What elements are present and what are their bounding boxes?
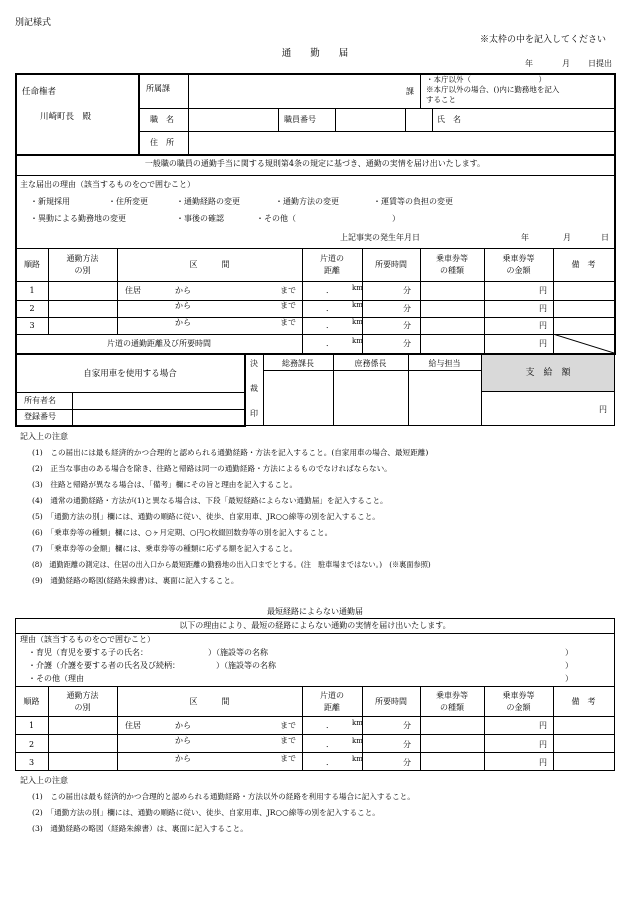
non-shortest-title: 最短経路によらない通勤届 xyxy=(267,607,363,616)
payment-label: 支 給 額 xyxy=(525,368,571,378)
ns-row-2-min: 分 xyxy=(403,740,411,749)
route-row-3-yen: 円 xyxy=(539,321,547,330)
route-total-dot: ． xyxy=(326,339,334,348)
header-remarks: 備 考 xyxy=(571,260,596,269)
approver-manager: 総務課長 xyxy=(282,359,314,368)
header-order: 順路 xyxy=(24,260,40,269)
route-total-min: 分 xyxy=(403,339,411,348)
route-row-1-yen: 円 xyxy=(539,286,547,295)
ns-row-1-km: km xyxy=(352,719,363,727)
ns-row-3-dot: ． xyxy=(326,758,334,767)
route-row-2-min: 分 xyxy=(403,304,411,313)
reason-method-change: ・通勤方法の変更 xyxy=(275,197,339,206)
note-4: (4) 通常の通勤経路・方法が(1)と異なる場合は、下段「最短経路によらない通勤届」を記入すること。 xyxy=(32,496,388,505)
reason-childcare: ・育児（育児を要する子の氏名： ）（施設等の名称 xyxy=(28,648,268,657)
ns-header-distance-1: 片道の xyxy=(320,691,344,700)
stamp-char-3: 印 xyxy=(250,409,258,418)
declaration-text: 一般職の職員の通勤手当に関する規則第4条の規定に基づき、通勤の実情を届け出いたします。 xyxy=(144,159,486,168)
header-time: 所要時間 xyxy=(375,260,407,269)
ns-row-2-no: 2 xyxy=(28,740,35,749)
address-label: 住 所 xyxy=(150,138,174,147)
reasons-heading: 主な届出の理由（該当するものを○で囲むこと） xyxy=(20,180,195,189)
route-row-1-dot: ． xyxy=(326,286,334,295)
route-row-2-no: 2 xyxy=(29,304,35,313)
ns-row-1-no: 1 xyxy=(28,721,35,730)
ns-row-1-from: から xyxy=(175,721,191,730)
route-row-1-km: km xyxy=(352,284,363,292)
instruction-text: ※太枠の中を記入してください xyxy=(480,35,607,45)
ns-row-2-km: km xyxy=(352,737,363,745)
route-row-1-no: 1 xyxy=(29,286,35,295)
ns-notes-heading: 記入上の注意 xyxy=(20,776,68,785)
ns-note-2: (2) 「通勤方法の別」欄には、通勤の順路に従い、徒歩、自家用車、JR○○線等の別を記入すること。 xyxy=(32,808,380,817)
header-method-2: の別 xyxy=(74,266,91,275)
ns-row-2-dot: ． xyxy=(326,740,334,749)
ns-row-3-no: 3 xyxy=(28,758,35,767)
ns-row-1-dot: ． xyxy=(326,721,334,730)
ns-row-3-min: 分 xyxy=(403,758,411,767)
form-label: 別記様式 xyxy=(15,18,52,28)
reason-address-change: ・住所変更 xyxy=(108,197,148,206)
route-total-yen: 円 xyxy=(539,339,547,348)
occurrence-year: 年 xyxy=(521,233,529,242)
note-3: (3) 往路と帰路が異なる場合は、「備考」欄にその旨と理由を記入すること。 xyxy=(32,480,298,489)
header-distance-1: 片道の xyxy=(320,254,344,263)
notes-heading: 記入上の注意 xyxy=(20,432,68,441)
ns-header-ticket-type-1: 乗車券等 xyxy=(436,691,468,700)
submit-year: 年 xyxy=(525,59,533,68)
header-ticket-type-1: 乗車券等 xyxy=(436,254,468,263)
route-total-label: 片道の通勤距離及び所要時間 xyxy=(107,339,211,348)
submit-month: 月 xyxy=(562,59,570,68)
reason-other-2: ・その他（理由 xyxy=(28,674,84,683)
ns-header-time: 所要時間 xyxy=(375,697,407,706)
ns-note-1: (1) この届出は最も経済的かつ合理的と認められる通勤経路・方法以外の経路を利用する場合に記入すること。 xyxy=(32,792,415,801)
name-label: 氏 名 xyxy=(437,115,461,124)
route-row-3-no: 3 xyxy=(29,321,35,330)
authority-label: 任命権者 xyxy=(22,87,57,97)
ns-header-ticket-type-2: の種類 xyxy=(440,703,464,712)
ns-header-order: 順路 xyxy=(23,697,40,706)
route-row-2-from: から xyxy=(175,301,191,310)
route-row-3-from: から xyxy=(175,318,191,327)
ns-row-1-to: まで xyxy=(280,721,296,730)
header-distance-2: 距離 xyxy=(324,266,340,275)
route-row-1-to: まで xyxy=(280,286,296,295)
ns-row-1-home: 住居 xyxy=(125,721,141,730)
ns-row-1-yen: 円 xyxy=(539,721,547,730)
ns-header-ticket-amount-1: 乗車券等 xyxy=(502,691,535,700)
submit-day: 日提出 xyxy=(588,59,612,68)
header-method-1: 通勤方法 xyxy=(66,254,99,263)
note-1: (1) この届出には最も経済的かつ合理的と認められる通勤経路・方法を記入すること。(自家用車の場合、最短距離) xyxy=(32,448,429,457)
ns-row-3-from: から xyxy=(175,754,191,763)
outside-office-line1: ・本庁以外（ ） xyxy=(426,75,546,84)
approver-chief: 庶務係長 xyxy=(354,359,387,368)
ns-header-method-2: の別 xyxy=(74,703,91,712)
route-row-1-min: 分 xyxy=(403,286,411,295)
ns-header-section: 区 間 xyxy=(189,697,230,706)
registration-label: 登録番号 xyxy=(24,412,56,421)
route-row-1-home: 住居 xyxy=(125,286,141,295)
ns-note-3: (3) 通勤経路の略図（経路朱線書）は、裏面に記入すること。 xyxy=(32,824,248,833)
route-row-2-to: まで xyxy=(280,301,296,310)
dept-suffix: 課 xyxy=(406,87,414,96)
ns-header-method-1: 通勤方法 xyxy=(66,691,99,700)
remarks-total-slash xyxy=(553,334,614,353)
position-label: 職 名 xyxy=(150,115,174,124)
payment-yen: 円 xyxy=(599,405,607,414)
occurrence-label: 上記事実の発生年月日 xyxy=(340,233,420,242)
route-row-1-from: から xyxy=(175,286,191,295)
stamp-char-1: 決 xyxy=(250,359,258,368)
ns-header-remarks: 備 考 xyxy=(571,697,596,706)
owner-label: 所有者名 xyxy=(24,396,56,405)
note-9: (9) 通勤経路の略図(経路朱線書)は、裏面に記入すること。 xyxy=(32,576,239,585)
route-row-3-dot: ． xyxy=(326,321,334,330)
header-ticket-type-2: の種類 xyxy=(440,266,464,275)
header-section: 区 間 xyxy=(189,260,230,269)
reason-other: ・その他（ ） xyxy=(256,214,400,223)
dept-label: 所属課 xyxy=(146,84,170,93)
ns-header-ticket-amount-2: の金額 xyxy=(506,703,531,712)
note-7: (7) 「乗車券等の金額」欄には、乗車券等の種類に応ずる額を記入すること。 xyxy=(32,544,298,553)
ns-row-2-from: から xyxy=(175,736,191,745)
header-ticket-amount-2: の金額 xyxy=(506,266,531,275)
note-5: (5) 「通勤方法の別」欄には、通勤の順路に従い、徒歩、自家用車、JR○○線等の別を記入すること。 xyxy=(32,512,380,521)
childcare-close: ） xyxy=(565,648,573,657)
private-car-heading: 自家用車を使用する場合 xyxy=(83,369,177,379)
staff-no-label: 職員番号 xyxy=(284,115,316,124)
stamp-char-2: 裁 xyxy=(250,384,258,393)
page-title: 通 勤 届 xyxy=(281,48,349,59)
reason-transfer: ・異動による勤務地の変更 xyxy=(30,214,126,223)
route-row-2-dot: ． xyxy=(326,304,334,313)
reason-new-hire: ・新規採用 xyxy=(30,197,70,206)
reason-route-change: ・通勤経路の変更 xyxy=(176,197,240,206)
occurrence-day: 日 xyxy=(601,233,609,242)
note-6: (6) 「乗車券等の種類」欄には、○ヶ月定期、○円○枚綴回数券等の別を記入すること。 xyxy=(32,528,333,537)
non-shortest-reason-heading: 理由（該当するものを○で囲むこと） xyxy=(20,635,155,644)
route-row-2-yen: 円 xyxy=(539,304,547,313)
reason-post-check: ・事後の確認 xyxy=(176,214,224,223)
ns-row-3-to: まで xyxy=(280,754,296,763)
route-row-2-km: km xyxy=(352,301,363,309)
ns-row-3-yen: 円 xyxy=(539,758,547,767)
ns-row-3-km: km xyxy=(352,755,363,763)
route-row-3-to: まで xyxy=(280,318,296,327)
non-shortest-declaration: 以下の理由により、最短の経路によらない通勤の実情を届け出いたします。 xyxy=(179,621,451,630)
route-total-km: km xyxy=(352,337,363,345)
note-8: (8) 通勤距離の測定は、住居の出入口から最短距離の勤務地の出入口までとする。(注 駐車場まではない。) (※裏面参照) xyxy=(32,560,431,569)
approver-payroll: 給与担当 xyxy=(428,359,461,368)
ns-header-distance-2: 距離 xyxy=(324,703,340,712)
other-close: ） xyxy=(565,674,573,683)
header-ticket-amount-1: 乗車券等 xyxy=(502,254,535,263)
route-row-3-min: 分 xyxy=(403,321,411,330)
reason-care: ・介護（介護を要する者の氏名及び続柄： ）（施設等の名称 xyxy=(28,661,276,670)
care-close: ） xyxy=(565,661,573,670)
authority-name: 川崎町長 殿 xyxy=(40,112,92,122)
ns-row-2-to: まで xyxy=(280,736,296,745)
note-2: (2) 正当な事由のある場合を除き、往路と帰路は同一の通勤経路・方法によるものでなければならない。 xyxy=(32,464,392,473)
reason-fare-change: ・運賃等の負担の変更 xyxy=(373,197,453,206)
route-row-3-km: km xyxy=(352,318,363,326)
ns-row-1-min: 分 xyxy=(403,721,411,730)
occurrence-month: 月 xyxy=(563,233,571,242)
outside-office-line2: ※本庁以外の場合、()内に勤務地を記入 xyxy=(426,85,560,94)
ns-row-2-yen: 円 xyxy=(539,740,547,749)
outside-office-line3: すること xyxy=(426,95,456,104)
